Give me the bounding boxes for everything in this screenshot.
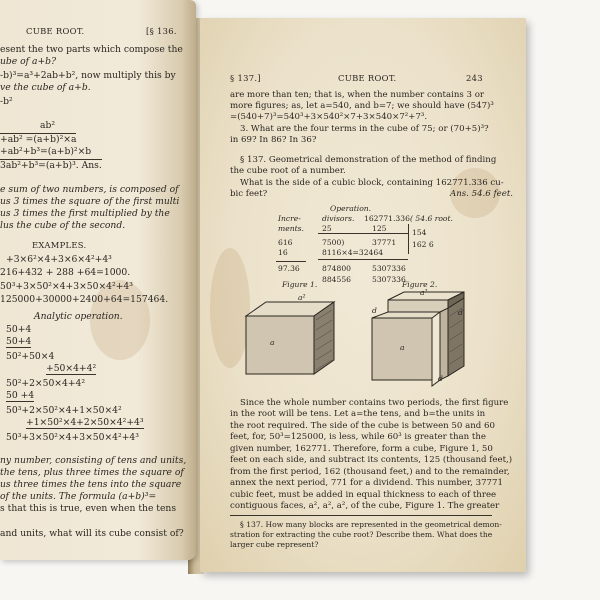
left-line: 50³+3×50²×4+3×50×4²+4³ [6, 432, 139, 443]
left-line: 50 +4 [6, 390, 35, 401]
table-root: ( 54.6 root. [410, 214, 453, 223]
body-line: contiguous faces, a², a², a², of the cube, Figure 1. The greater [230, 501, 500, 511]
fig2-top-label: a² [420, 288, 428, 297]
body-line: annex the next period, 771 for a dividend. This number, 37771 [230, 478, 503, 488]
table-cell: 874800 [322, 264, 351, 273]
fig2-d-label-right: d [458, 308, 463, 317]
left-line: 50³+3×50²×4+3×50×4²+4³ [0, 281, 133, 292]
body-line: feet on each side, and subtract its contents, 125 (thousand feet,) [230, 455, 513, 465]
left-line: 50²+2×50×4+4² [6, 378, 86, 389]
table-cell: 7500) [322, 238, 345, 247]
footnote-line: § 137. How many blocks are represented in the geometrical demon- [240, 520, 502, 529]
table-cell: 25 [322, 224, 332, 233]
table-operation-header: Operation. [330, 204, 372, 213]
table-cell: 97.36 [278, 264, 300, 273]
section-line: What is the side of a cubic block, containing 162771.336 cu- [240, 178, 504, 188]
left-line: ube of a+b? [0, 56, 56, 67]
left-line: -b)³=a³+2ab+b², now multiply this by [0, 70, 176, 81]
right-header-title: CUBE ROOT. [338, 73, 397, 83]
table-cell: 154 [412, 228, 427, 237]
figure2-label: Figure 2. [402, 280, 438, 289]
left-line: of the units. The formula (a+b)³= [0, 491, 157, 502]
table-divisors-header: divisors. [322, 214, 355, 223]
answer-text: Ans. 54.6 feet. [450, 189, 514, 199]
left-line: 50²+50×4 [6, 351, 55, 362]
left-line: 125000+30000+2400+64=157464. [0, 294, 169, 305]
left-line: e sum of two numbers, is composed of [0, 184, 179, 195]
left-line: s that this is true, even when the tens [0, 503, 177, 514]
right-line: in 69? In 86? In 36? [230, 135, 317, 145]
table-increments-header-b: ments. [278, 224, 304, 233]
figure1-label: Figure 1. [282, 280, 318, 289]
left-line: +ab² =(a+b)²×a [0, 134, 77, 145]
footnote-line: stration for extracting the cube root? Describe them. What does the [230, 530, 493, 539]
fig2-d-label: d [372, 306, 377, 315]
left-header-section: [§ 136. [146, 26, 177, 36]
table-rule [318, 259, 408, 260]
left-header-title: CUBE ROOT. [26, 26, 85, 36]
left-line: +3×6²×4+3×6×4²+4³ [6, 254, 112, 265]
left-line: Analytic operation. [34, 311, 123, 322]
left-line: +50×4+4² [46, 363, 97, 374]
left-line: ve the cube of a+b. [0, 82, 91, 93]
table-rule [318, 233, 408, 234]
right-line: 3. What are the four terms in the cube of 75; or (70+5)³? [240, 124, 489, 134]
table-cell: 5307336 [372, 275, 406, 284]
table-cell: 125 [372, 224, 387, 233]
left-line: +1×50²×4+2×50×4²+4³ [26, 417, 144, 428]
section-line: the cube root of a number. [230, 166, 346, 176]
left-line: us three times the tens into the square [0, 479, 182, 490]
table-cell: 884556 [322, 275, 351, 284]
right-line: more figures; as, let a=540, and b=7; we should have (547)³ [230, 101, 494, 111]
left-examples-heading: EXAMPLES. [32, 240, 87, 250]
fig1-front-label: a [270, 338, 275, 347]
table-increments-header: Incre- [278, 214, 301, 223]
left-line: 50+4 [6, 336, 32, 347]
page-number: 243 [466, 73, 483, 83]
footnote-line: larger cube represent? [230, 540, 319, 549]
table-rule [276, 261, 306, 262]
left-line: ny number, consisting of tens and units, [0, 455, 187, 466]
right-line: =(540+7)³=540³+3×540²×7+3×540×7²+7³. [230, 112, 428, 122]
fig2-bottom-d-label: d [438, 374, 443, 383]
section-line: bic feet? [230, 189, 268, 199]
figure1-cube [242, 290, 342, 380]
left-line: us 3 times the first multiplied by the [0, 208, 170, 219]
left-page [0, 0, 196, 560]
left-line: 3ab²+b³=(a+b)³. Ans. [0, 160, 102, 171]
body-line: feet, for, 50³=125000, is less, while 60³ is greater than the [230, 432, 486, 442]
body-line: cubic feet, must be added in equal thickness to each of three [230, 490, 497, 500]
left-line: 216+432 + 288 +64=1000. [0, 267, 131, 278]
section-heading: § 137. Geometrical demonstration of the method of finding [240, 155, 497, 165]
figure2-cube [368, 290, 478, 390]
right-line: are more than ten; that is, when the number contains 3 or [230, 90, 484, 100]
table-rule [408, 224, 409, 254]
left-line: ab² [40, 120, 56, 131]
table-cell: 37771 [372, 238, 397, 247]
table-cell: 8116×4=32464 [322, 248, 384, 257]
fig2-front-label: a [400, 343, 405, 352]
table-cell: 5307336 [372, 264, 406, 273]
body-line: in the root will be tens. Let a=the tens, and b=the units in [230, 409, 486, 419]
left-line: esent the two parts which compose the [0, 44, 183, 55]
right-header-section: § 137.] [230, 73, 261, 83]
left-line: -b² [0, 96, 13, 107]
body-line: the root required. The side of the cube is between 50 and 60 [230, 421, 495, 431]
left-line: and units, what will its cube consist of? [0, 528, 184, 539]
left-line: +ab²+b³=(a+b)²×b [0, 146, 92, 157]
table-cell: 162 6 [412, 240, 434, 249]
left-line: the tens, plus three times the square of [0, 467, 184, 478]
body-line: from the first period, 162 (thousand feet,) and to the remainder, [230, 467, 510, 477]
table-dividend: 162771.336 [364, 214, 410, 223]
left-line: 50+4 [6, 324, 32, 335]
left-line: lus the cube of the second. [0, 220, 126, 231]
footnote-rule [230, 515, 492, 516]
table-cell: 16 [278, 248, 288, 257]
body-line: Since the whole number contains two periods, the first figure [240, 398, 509, 408]
table-cell: 616 [278, 238, 293, 247]
left-line: us 3 times the square of the first multi [0, 196, 180, 207]
body-line: given number, 162771. Therefore, form a cube, Figure 1, 50 [230, 444, 493, 454]
left-line: 50³+2×50²×4+1×50×4² [6, 405, 122, 416]
fig1-top-label: a² [298, 293, 306, 302]
right-page [200, 18, 526, 572]
